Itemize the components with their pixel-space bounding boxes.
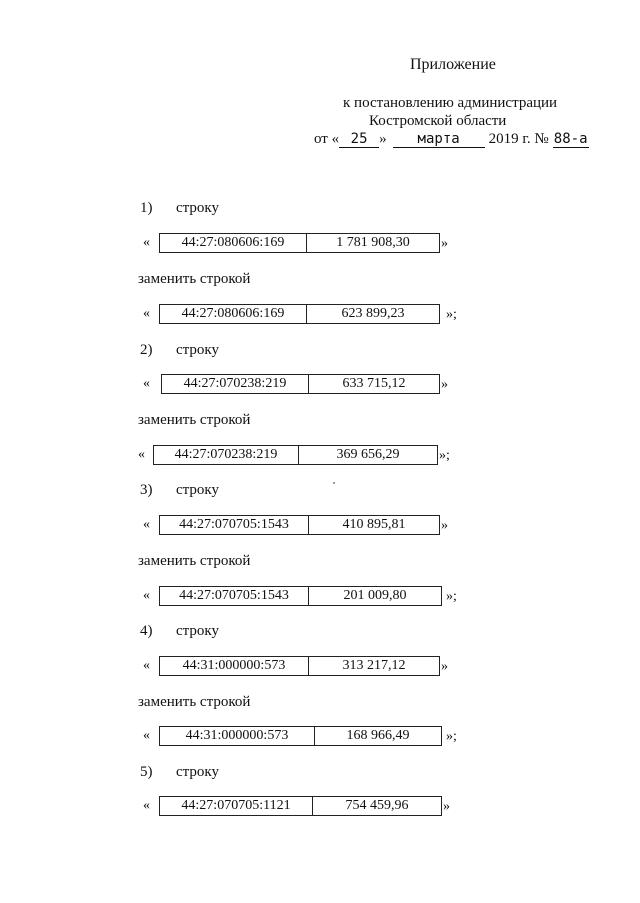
data-table-row	[159, 656, 440, 676]
item-label: строку	[176, 342, 219, 358]
handwritten-number: 88-а	[553, 131, 588, 147]
cadastral-value: 633 715,12	[342, 376, 406, 391]
quote-close: »	[441, 518, 448, 533]
item-number: 4)	[140, 623, 153, 639]
item-label: строку	[176, 623, 219, 639]
quote-open: «	[143, 728, 150, 743]
cadastral-value: 410 895,81	[342, 517, 406, 532]
item-number: 2)	[140, 342, 153, 358]
appendix-title: Приложение	[410, 56, 496, 73]
data-table-row	[161, 374, 440, 394]
date-quote-close: »	[379, 131, 387, 147]
item-4-heading	[140, 623, 219, 640]
quote-open: «	[143, 235, 150, 250]
data-table-row	[159, 233, 440, 253]
quote-close: »	[441, 659, 448, 674]
quote-close: »;	[446, 729, 457, 744]
cadastral-number: 44:27:080606:169	[160, 305, 307, 323]
cadastral-number: 44:27:070238:219	[162, 375, 309, 393]
scan-speck	[333, 482, 335, 484]
quote-close: »;	[446, 589, 457, 604]
item-number: 1)	[140, 200, 153, 216]
resolution-line: к постановлению администрации	[343, 95, 558, 111]
cadastral-value: 623 899,23	[341, 306, 405, 321]
quote-open: «	[143, 658, 150, 673]
data-table-row	[159, 515, 440, 535]
item-label: строку	[176, 764, 219, 780]
cadastral-value: 1 781 908,30	[336, 235, 410, 250]
item-5-heading	[140, 764, 219, 781]
replace-label: заменить строкой	[138, 412, 251, 428]
quote-open: «	[138, 447, 145, 462]
handwritten-month: марта	[393, 132, 485, 148]
quote-close: »	[441, 377, 448, 392]
item-2-heading	[140, 342, 219, 359]
replace-label: заменить строкой	[138, 694, 251, 710]
quote-open: «	[143, 517, 150, 532]
cadastral-number: 44:27:070238:219	[154, 446, 299, 464]
quote-close: »	[443, 799, 450, 814]
quote-close: »;	[446, 307, 457, 322]
cadastral-value: 754 459,96	[345, 798, 409, 813]
item-number: 3)	[140, 482, 153, 498]
data-table-row	[159, 796, 442, 816]
item-label: строку	[176, 200, 219, 216]
date-line	[314, 131, 589, 148]
handwritten-day: 25	[339, 132, 379, 148]
item-3-heading	[140, 482, 219, 499]
quote-open: «	[143, 588, 150, 603]
cadastral-number: 44:31:000000:573	[160, 657, 309, 675]
data-table-row	[159, 726, 442, 746]
data-table-row	[153, 445, 438, 465]
cadastral-number: 44:27:070705:1543	[160, 516, 309, 534]
cadastral-value: 201 009,80	[343, 588, 407, 603]
item-label: строку	[176, 482, 219, 498]
quote-open: «	[143, 376, 150, 391]
cadastral-value: 168 966,49	[346, 728, 410, 743]
item-number: 5)	[140, 764, 153, 780]
replace-label: заменить строкой	[138, 553, 251, 569]
cadastral-number: 44:27:070705:1121	[160, 797, 313, 815]
year-and-number-label: 2019 г. №	[488, 131, 549, 147]
quote-close: »;	[439, 448, 450, 463]
cadastral-value: 313 217,12	[342, 658, 406, 673]
cadastral-number: 44:31:000000:573	[160, 727, 315, 745]
quote-close: »	[441, 236, 448, 251]
quote-open: «	[143, 306, 150, 321]
quote-open: «	[143, 798, 150, 813]
date-prefix: от «	[314, 131, 340, 147]
cadastral-number: 44:27:080606:169	[160, 234, 307, 252]
region-line: Костромской области	[369, 113, 507, 129]
data-table-row	[159, 586, 442, 606]
cadastral-number: 44:27:070705:1543	[160, 587, 309, 605]
data-table-row	[159, 304, 440, 324]
replace-label: заменить строкой	[138, 271, 251, 287]
item-1-heading	[140, 200, 219, 217]
cadastral-value: 369 656,29	[336, 447, 400, 462]
